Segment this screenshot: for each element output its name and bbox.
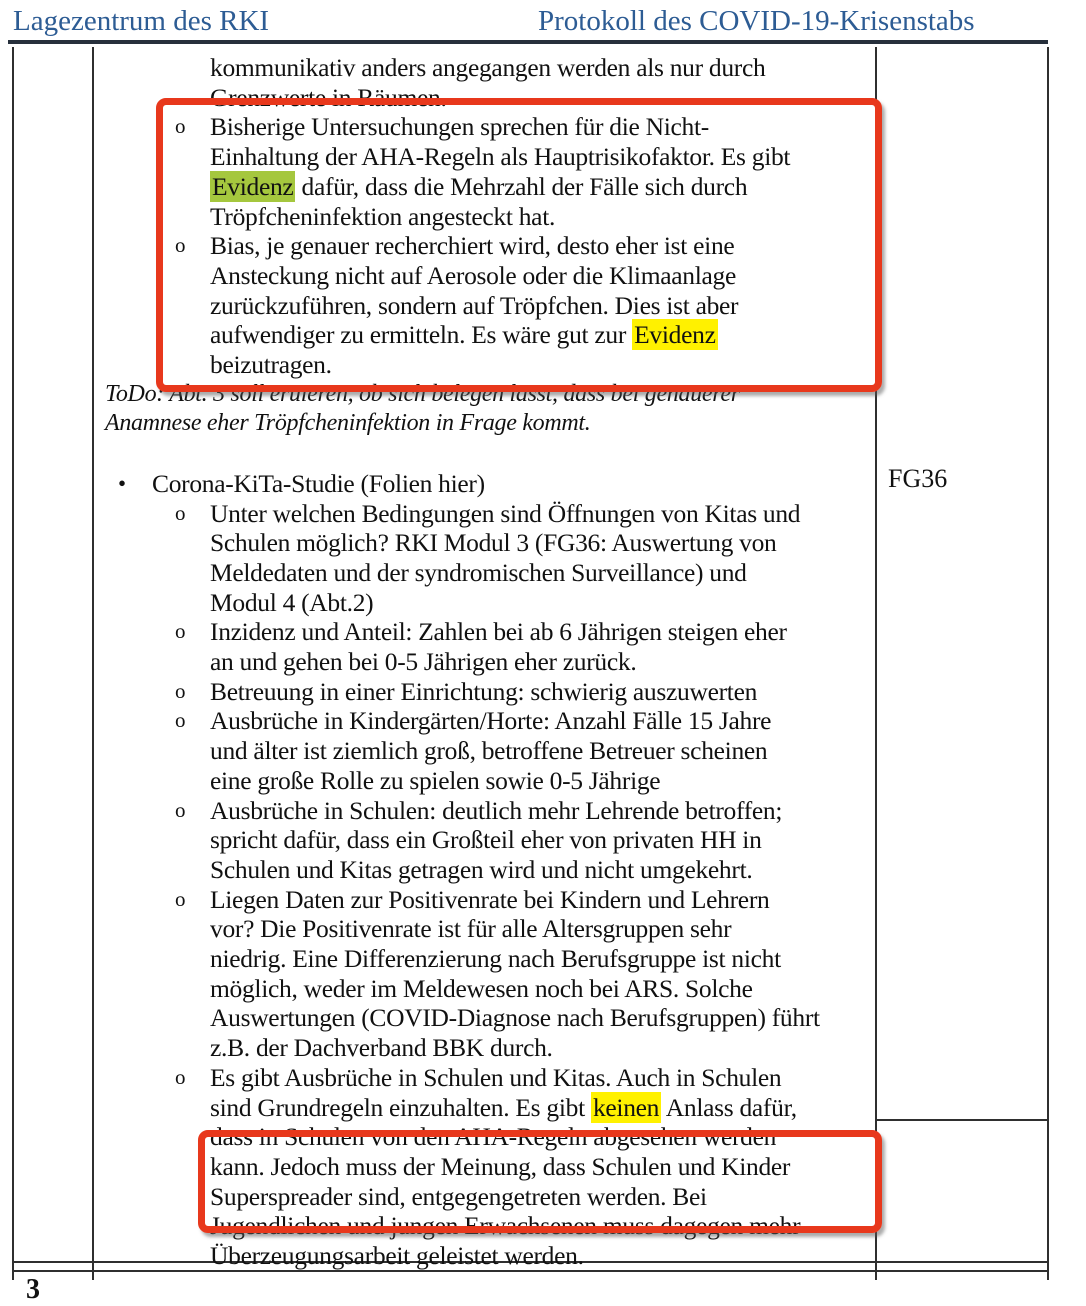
text-line: [92, 83, 993, 113]
text-line: [92, 231, 993, 261]
text-segment: z.B. der Dachverband BBK durch.: [210, 1033, 553, 1063]
text-line: [92, 766, 993, 796]
text-line: [92, 885, 993, 915]
text-line: [92, 1033, 993, 1063]
text-line: [92, 647, 993, 677]
text-segment: sind Grundregeln einzuhalten. Es gibt: [210, 1092, 591, 1122]
text-segment: Inzidenz und Anteil: Zahlen bei ab 6 Jährigen steigen eher: [210, 617, 787, 647]
circle-bullet-icon: o: [175, 708, 186, 733]
table-border-right: [1047, 47, 1049, 1280]
text-line: [92, 974, 993, 1004]
text-segment: Unter welchen Bedingungen sind Öffnungen von Kitas und: [210, 498, 801, 528]
text-segment: Ansteckung nicht auf Aerosole oder die Klimaanlage: [210, 260, 736, 290]
text-segment: kann. Jedoch muss der Meinung, dass Schulen und Kinder: [210, 1151, 791, 1181]
text-segment: Anlass dafür,: [661, 1092, 797, 1122]
table-border-left: [12, 47, 14, 1280]
text-segment: eine große Rolle zu spielen sowie 0-5 Jährige: [210, 765, 661, 795]
text-segment: ToDo: Abt. 3 soll eruieren, ob sich belegen lässt, dass bei genauerer: [105, 380, 740, 407]
text-segment: Schulen möglich? RKI Modul 3 (FG36: Auswertung von: [210, 528, 777, 558]
text-segment: möglich, weder im Meldewesen noch bei ARS. Solche: [210, 973, 753, 1003]
highlighted-text: Evidenz: [212, 171, 294, 201]
text-segment: Ausbrüche in Schulen: deutlich mehr Lehrende betroffen;: [210, 795, 783, 825]
circle-bullet-icon: o: [175, 114, 186, 139]
text-segment: Einhaltung der AHA-Regeln als Hauptrisikofaktor. Es gibt: [210, 142, 791, 172]
text-line: [92, 499, 993, 529]
text-line: [92, 588, 993, 618]
text-segment: kommunikativ anders angegangen werden als nur durch: [210, 53, 766, 82]
text-segment: Modul 4 (Abt.2): [210, 587, 374, 617]
text-line: [92, 855, 993, 885]
text-segment: Ausbrüche in Kindergärten/Horte: Anzahl Fälle 15 Jahre: [210, 706, 772, 736]
text-segment: aufwendiger zu ermitteln. Es wäre gut zur: [210, 320, 633, 350]
text-line: [92, 558, 993, 588]
text-line: [92, 736, 993, 766]
text-segment: und älter ist ziemlich groß, betroffene Betreuer scheinen: [210, 736, 768, 766]
text-line: [92, 172, 993, 202]
text-segment: Betreuung in einer Einrichtung: schwierig auszuwerten: [210, 676, 758, 706]
text-line: [92, 944, 993, 974]
text-segment: vor? Die Positivenrate ist für alle Altersgruppen sehr: [210, 914, 732, 944]
text-segment: Grenzwerte in Räumen.: [210, 82, 447, 112]
text-line: [92, 706, 993, 736]
text-segment: Jugendlichen und jungen Erwachsenen muss dagegen mehr: [210, 1211, 801, 1241]
text-line: [92, 1241, 993, 1271]
text-segment: zurückzuführen, sondern auf Tröpfchen. Dies ist aber: [210, 290, 739, 320]
text-line: [92, 796, 993, 826]
text-line: [92, 112, 993, 142]
text-segment: niedrig. Eine Differenzierung nach Berufsgruppe ist nicht: [210, 944, 781, 973]
circle-bullet-icon: o: [175, 797, 186, 822]
text-segment: Überzeugungsarbeit geleistet werden.: [210, 1241, 584, 1270]
text-line: [92, 320, 993, 350]
text-line: [92, 528, 993, 558]
circle-bullet-icon: o: [175, 500, 186, 525]
text-segment: Tröpfcheninfektion angesteckt hat.: [210, 201, 556, 231]
header-left-title: Lagezentrum des RKI: [13, 5, 270, 37]
text-line: [92, 350, 993, 380]
circle-bullet-icon: o: [175, 886, 186, 911]
bullet-icon: •: [118, 470, 126, 496]
text-line: [92, 677, 993, 707]
text-line: [92, 914, 993, 944]
text-segment: Meldedaten und der syndromischen Surveillance) und: [210, 557, 747, 587]
text-segment: Liegen Daten zur Positivenrate bei Kindern und Lehrern: [210, 884, 770, 914]
text-segment: Anamnese eher Tröpfcheninfektion in Frage kommt.: [105, 410, 591, 437]
circle-bullet-icon: o: [175, 678, 186, 703]
text-line: [92, 469, 935, 499]
header-right-title: Protokoll des COVID-19-Krisenstabs: [538, 5, 975, 37]
text-line: [92, 1063, 993, 1093]
text-line: [92, 617, 993, 647]
text-line: [92, 202, 993, 232]
text-line: [92, 261, 993, 291]
header-rule: [8, 40, 1048, 44]
text-line: [92, 53, 993, 83]
text-line: [92, 1182, 993, 1212]
circle-bullet-icon: o: [175, 1064, 186, 1089]
responsible-unit-label: FG36: [888, 464, 948, 493]
text-line: [92, 291, 993, 321]
highlighted-text: keinen: [592, 1092, 660, 1122]
text-segment: Corona-KiTa-Studie (Folien hier): [152, 468, 485, 498]
text-line: [92, 1152, 993, 1182]
next-row-number: 3: [26, 1274, 40, 1305]
text-line: [92, 142, 993, 172]
text-line: [92, 1122, 993, 1152]
circle-bullet-icon: o: [175, 233, 186, 258]
text-segment: Bias, je genauer recherchiert wird, desto eher ist eine: [210, 231, 735, 261]
text-segment: dass in Schulen von den AHA-Regeln abgesehen werden: [210, 1122, 777, 1152]
circle-bullet-icon: o: [175, 619, 186, 644]
text-segment: Es gibt Ausbrüche in Schulen und Kitas. Auch in Schulen: [210, 1062, 782, 1092]
text-line: [92, 825, 993, 855]
text-line: [92, 380, 888, 410]
text-segment: Superspreader sind, entgegengetreten werden. Bei: [210, 1181, 707, 1211]
text-line: [92, 409, 888, 439]
text-line: [92, 1003, 993, 1033]
text-segment: Schulen und Kitas getragen wird und nicht umgekehrt.: [210, 854, 753, 884]
text-line: [92, 1211, 993, 1241]
text-segment: Auswertungen (COVID-Diagnose nach Berufsgruppen) führt: [210, 1003, 820, 1033]
text-segment: spricht dafür, dass ein Großteil eher von privaten HH in: [210, 825, 762, 855]
highlighted-text: Evidenz: [634, 320, 716, 350]
text-line: [92, 1093, 993, 1123]
text-segment: an und gehen bei 0-5 Jährigen eher zurück.: [210, 647, 637, 676]
text-segment: beizutragen.: [210, 350, 332, 379]
text-segment: Bisherige Untersuchungen sprechen für die Nicht-: [210, 112, 709, 142]
text-segment: dafür, dass die Mehrzahl der Fälle sich durch: [295, 171, 748, 201]
